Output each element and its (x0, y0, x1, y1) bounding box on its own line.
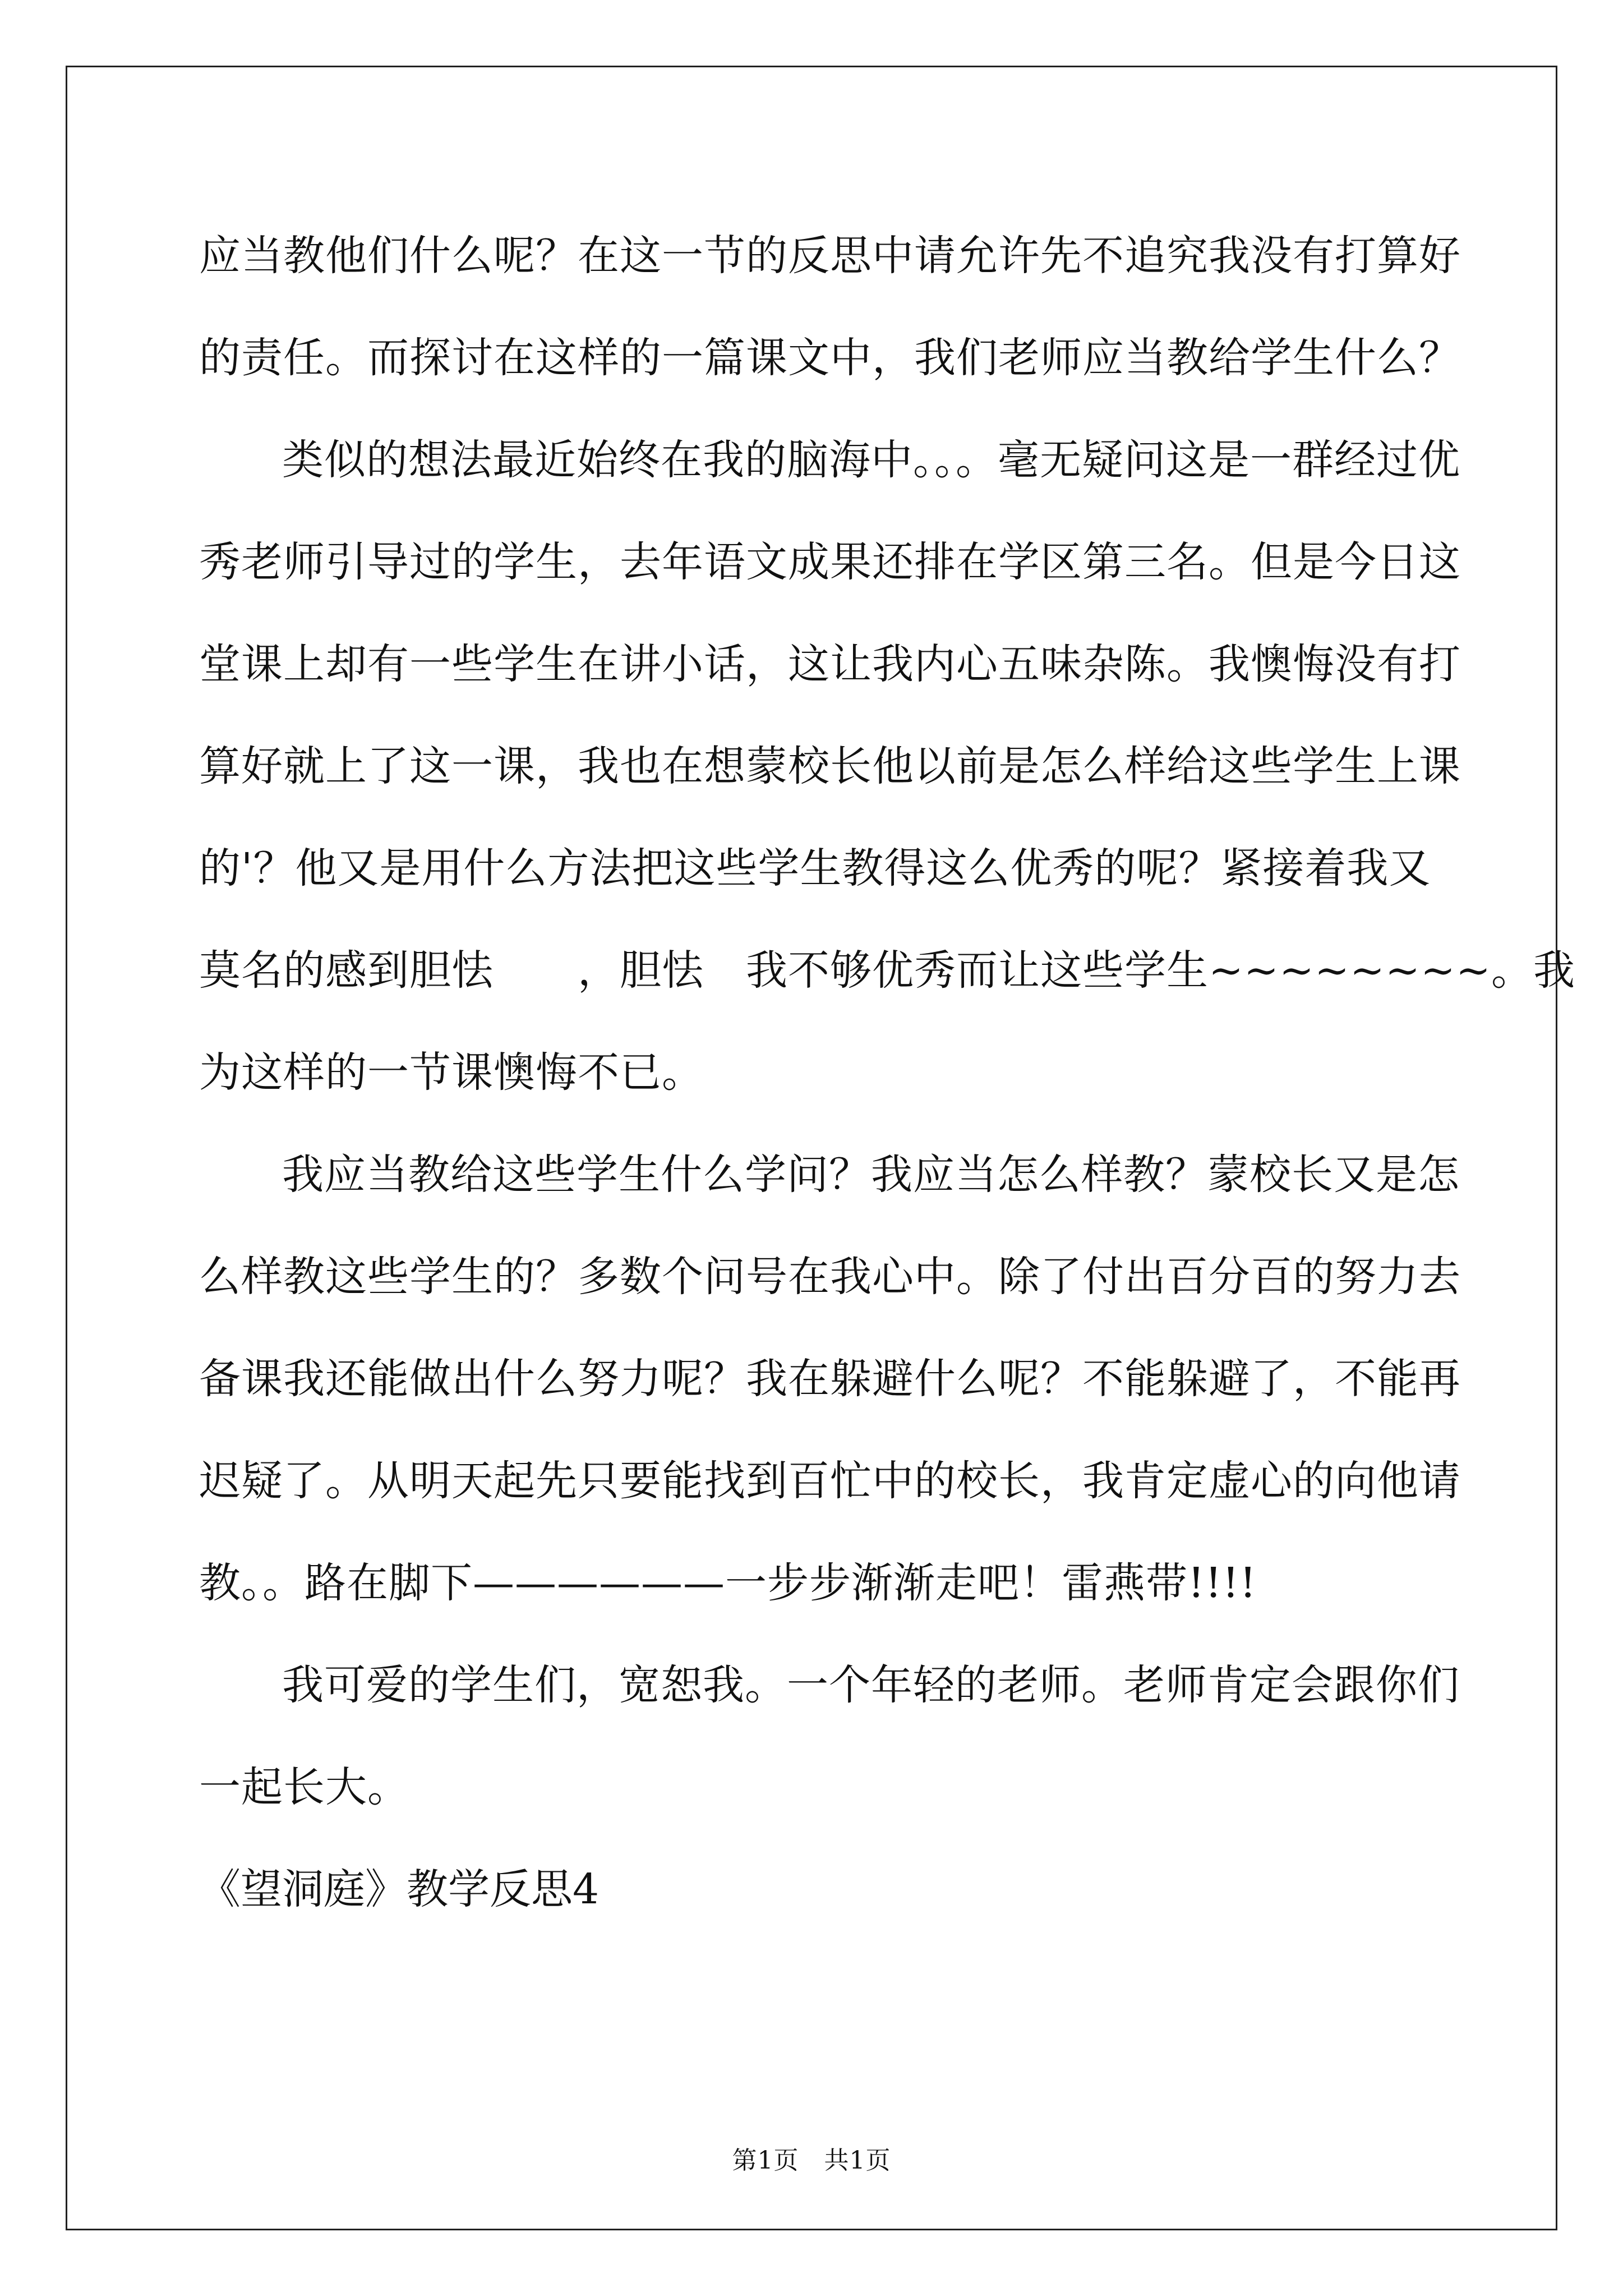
section-heading: 《望洞庭》教学反思4 (199, 1865, 600, 1913)
paragraph-line: 我应当教给这些学生什么学问？我应当怎么样教？蒙校长又是怎 (282, 1151, 1460, 1199)
paragraph-line: 一起长大。 (199, 1763, 409, 1811)
paragraph-line: 的责任。而探讨在这样的一篇课文中，我们老师应当教给学生什么？ (199, 334, 1461, 382)
paragraph-line: 秀老师引导过的学生，去年语文成果还排在学区第三名。但是今日这 (199, 538, 1461, 586)
paragraph-line: 堂课上却有一些学生在讲小话，这让我内心五味杂陈。我懊悔没有打 (199, 640, 1461, 688)
page-footer: 第1页 共1页 (732, 2146, 891, 2175)
paragraph-line: 为这样的一节课懊悔不已。 (199, 1048, 704, 1097)
paragraph-line: 算好就上了这一课，我也在想蒙校长他以前是怎么样给这些学生上课 (199, 742, 1461, 790)
paragraph-line: 迟疑了。从明天起先只要能找到百忙中的校长，我肯定虚心的向他请 (199, 1457, 1461, 1505)
paragraph-line: 备课我还能做出什么努力呢？我在躲避什么呢？不能躲避了，不能再 (199, 1355, 1461, 1403)
paragraph-line: 教。。路在脚下——————一步步渐渐走吧！雷燕带!!!! (199, 1559, 1257, 1607)
paragraph-line: 么样教这些学生的？多数个问号在我心中。除了付出百分百的努力去 (199, 1253, 1461, 1301)
paragraph-line: 我可爱的学生们，宽恕我。一个年轻的老师。老师肯定会跟你们 (282, 1661, 1460, 1709)
paragraph-line: 莫名的感到胆怯 ，胆怯 我不够优秀而让这些学生~~~~~~~~。我 (199, 946, 1576, 995)
paragraph-line: 类似的想法最近始终在我的脑海中。。。毫无疑问这是一群经过优 (282, 436, 1460, 484)
document-body (199, 205, 1576, 1940)
paragraph-line: 的'？他又是用什么方法把这些学生教得这么优秀的呢？紧接着我又 (199, 844, 1431, 892)
paragraph-line: 应当教他们什么呢？在这一节的反思中请允许先不追究我没有打算好 (199, 232, 1461, 280)
